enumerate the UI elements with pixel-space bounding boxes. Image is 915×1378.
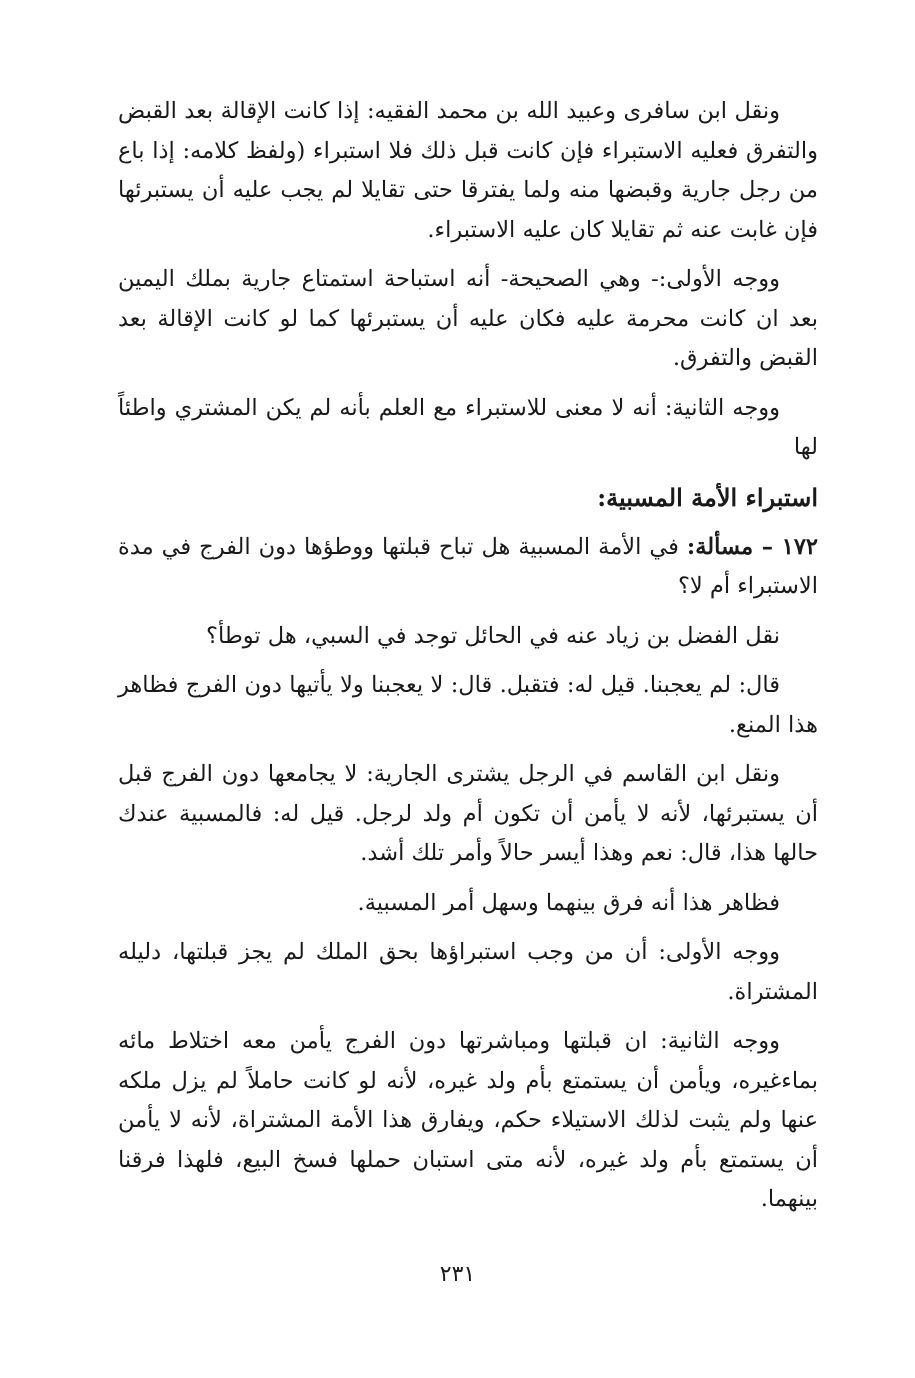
paragraph-8: فظاهر هذا أنه فرق بينهما وسهل أمر المسبية. [357, 889, 780, 916]
paragraph-7: ونقل ابن القاسم في الرجل يشترى الجارية: لا يجامعها دون الفرج قبل أن يستبرئها، لأنه لا يأمن أن تكون أم ولد لرجل. قيل له: فالمسبية عندك حالها هذا، قال: نعم وهذا أيسر حالاً وأمر تلك أشد. [118, 761, 818, 866]
issue-text: في الأمة المسبية هل تباح قبلتها ووطؤها دون الفرج في مدة الاستبراء أم لا؟ [118, 533, 818, 599]
paragraph-4 [118, 528, 818, 607]
paragraph-9: ووجه الأولى: أن من وجب استبراؤها بحق الملك لم يجز قبلتها، دليله المشتراة. [118, 939, 818, 1005]
paragraph-1: ونقل ابن سافرى وعبيد الله بن محمد الفقيه: إذا كانت الإقالة بعد القبض والتفرق فعليه الاستبراء فإن كانت قبل ذلك فلا استبراء (ولفظ كلامه: إذا باع من رجل جارية وقبضها منه ولما يفترقا حتى تقايلا لم يجب عليه أن يستبرئها فإن غابت عنه ثم تقايلا كان عليه الاستبراء. [118, 98, 818, 243]
section-heading: استبراء الأمة المسبية: [597, 482, 818, 512]
page-number: ٢٣١ [439, 1262, 476, 1287]
paragraph-6: قال: لم يعجبنا. قيل له: فتقبل. قال: لا يعجبنا ولا يأتيها دون الفرج فظاهر هذا المنع. [118, 672, 818, 738]
paragraph-3: ووجه الثانية: أنه لا معنى للاستبراء مع العلم بأنه لم يكن المشتري واطئاً لها [118, 394, 818, 460]
paragraph-10: ووجه الثانية: ان قبلتها ومباشرتها دون الفرج يأمن معه اختلاط مائه بماءغيره، ويأمن أن يستمتع بأم ولد غيره، لأنه لو كانت حاملاً لم يزل ملكه عنها ولم يثبت لذلك الاستيلاء حكم، ويفارق هذا الأمة المشتراة، لأنه لا يأمن أن يستمتع بأم ولد غيره، لأنه متى استبان حملها فسخ البيع، فلهذا فرقنا بينهما. [118, 1028, 818, 1212]
paragraph-2: ووجه الأولى:- وهي الصحيحة- أنه استباحة استمتاع جارية بملك اليمين بعد ان كانت محرمة عليه فكان عليه أن يستبرئها كما لو كانت الإقالة بعد القبض والتفرق. [118, 266, 818, 371]
paragraph-5: نقل الفضل بن زياد عنه في الحائل توجد في السبي، هل توطأ؟ [206, 622, 780, 649]
issue-number: ١٧٢ – مسألة: [686, 533, 819, 560]
page-body [118, 92, 818, 1230]
